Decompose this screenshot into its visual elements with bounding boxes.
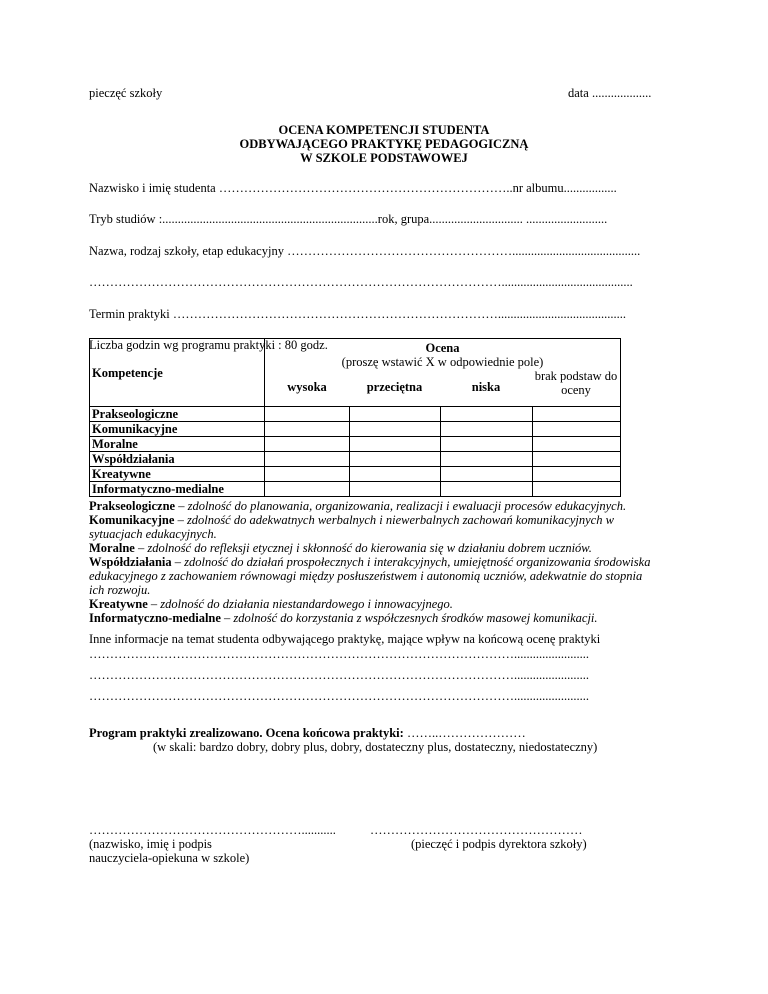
- col-przecietna: przeciętna: [349, 369, 440, 407]
- ocena-title: Ocena: [425, 340, 460, 355]
- other-info-line: …………………………………………………………………………………………........................: [89, 689, 589, 703]
- cell[interactable]: [349, 422, 440, 437]
- definitions: [89, 499, 659, 625]
- cell[interactable]: [265, 422, 350, 437]
- row-moralne: Moralne: [90, 437, 265, 452]
- school-stamp-label: pieczęć szkoły: [89, 86, 163, 100]
- cell[interactable]: [440, 482, 532, 497]
- cell[interactable]: [265, 407, 350, 422]
- school-field: Nazwa, rodzaj szkoły, etap edukacyjny ……………………………………………….........................................: [89, 244, 641, 258]
- cell[interactable]: [349, 452, 440, 467]
- other-info-label: Inne informacje na temat studenta odbywającego praktykę, mające wpływ na końcową ocenę praktyki: [89, 632, 601, 646]
- cell[interactable]: [532, 452, 621, 467]
- evaluation-table: [89, 338, 621, 497]
- col-brak: brak podstaw do oceny: [532, 369, 621, 407]
- definition-item: Informatyczno-medialne – zdolność do korzystania z współczesnych środków masowej komunikacji.: [89, 611, 598, 625]
- cell[interactable]: [440, 437, 532, 452]
- cell[interactable]: [265, 437, 350, 452]
- col-wysoka: wysoka: [265, 369, 350, 407]
- row-wspoldzialania: Współdziałania: [90, 452, 265, 467]
- row-komunikacyjne: Komunikacyjne: [90, 422, 265, 437]
- grade-scale: (w skali: bardzo dobry, dobry plus, dobry, dostateczny plus, dostateczny, niedostateczny): [153, 740, 598, 754]
- cell[interactable]: [349, 467, 440, 482]
- definition-item: Komunikacyjne – zdolność do adekwatnych werbalnych i niewerbalnych zachowań komunikacyjnych w sytuacjach edukacyjnych.: [89, 513, 614, 541]
- cell[interactable]: [265, 482, 350, 497]
- title-line-3: W SZKOLE PODSTAWOWEJ: [300, 151, 468, 165]
- cell[interactable]: [349, 437, 440, 452]
- hours-label: Liczba godzin wg programu praktyki : 80 godz.: [89, 338, 328, 352]
- other-info-line: …………………………………………………………………………………………........................: [89, 647, 589, 661]
- other-info-line: …………………………………………………………………………………………........................: [89, 668, 589, 682]
- study-mode-field: Tryb studiów :.....................................................................rok, grupa.............................. ..........................: [89, 212, 608, 226]
- ocena-header: [265, 339, 621, 369]
- teacher-signature-line: ……………………………………………...........: [89, 823, 336, 837]
- teacher-signature-caption-2: nauczyciela-opiekuna w szkole): [89, 851, 250, 865]
- definition-item: Moralne – zdolność do refleksji etycznej i skłonność do kierowania się w działaniu dobrem uczniów.: [89, 541, 592, 555]
- cell[interactable]: [349, 482, 440, 497]
- blank-line: ………………………………………………………………………………………..........................................: [89, 275, 633, 289]
- definition-item: Prakseologiczne – zdolność do planowania, organizowania, realizacji i ewaluacji procesów edukacyjnych.: [89, 499, 627, 513]
- cell[interactable]: [349, 407, 440, 422]
- cell[interactable]: [532, 422, 621, 437]
- term-field: Termin praktyki …………………………………………………………………….........................................: [89, 307, 626, 321]
- cell[interactable]: [265, 452, 350, 467]
- date-field: data ...................: [568, 86, 652, 100]
- cell[interactable]: [532, 437, 621, 452]
- final-grade: Program praktyki zrealizowano. Ocena końcowa praktyki: ……..…………………: [89, 726, 526, 740]
- cell[interactable]: [440, 452, 532, 467]
- row-informatyczno-medialne: Informatyczno-medialne: [90, 482, 265, 497]
- definition-item: Współdziałania – zdolność do działań prospołecznych i interakcyjnych, umiejętność organizowania środowiska edukacyjnego z zachowaniem równowagi między posłuszeństwem i autonomią uczniów, adekwatnie do stopnia ich rozwoju.: [89, 555, 651, 597]
- cell[interactable]: [532, 407, 621, 422]
- director-signature-caption: (pieczęć i podpis dyrektora szkoły): [411, 837, 587, 851]
- kompetencje-header: Kompetencje: [90, 339, 265, 407]
- definition-item: Kreatywne – zdolność do działania niestandardowego i innowacyjnego.: [89, 597, 453, 611]
- cell[interactable]: [532, 467, 621, 482]
- teacher-signature-caption: (nazwisko, imię i podpis: [89, 837, 212, 851]
- row-kreatywne: Kreatywne: [90, 467, 265, 482]
- cell[interactable]: [440, 422, 532, 437]
- col-niska: niska: [440, 369, 532, 407]
- cell[interactable]: [440, 467, 532, 482]
- cell[interactable]: [532, 482, 621, 497]
- title-line-1: OCENA KOMPETENCJI STUDENTA: [278, 123, 490, 137]
- ocena-note: (proszę wstawić X w odpowiednie pole): [341, 354, 544, 369]
- director-signature-line: ……………………………………………: [370, 823, 583, 837]
- cell[interactable]: [440, 407, 532, 422]
- title-line-2: ODBYWAJĄCEGO PRAKTYKĘ PEDAGOGICZNĄ: [239, 137, 529, 151]
- row-prakseologiczne: Prakseologiczne: [90, 407, 265, 422]
- cell[interactable]: [265, 467, 350, 482]
- student-name-field: Nazwisko i imię studenta ……………………………………………………………..nr albumu.................: [89, 181, 617, 195]
